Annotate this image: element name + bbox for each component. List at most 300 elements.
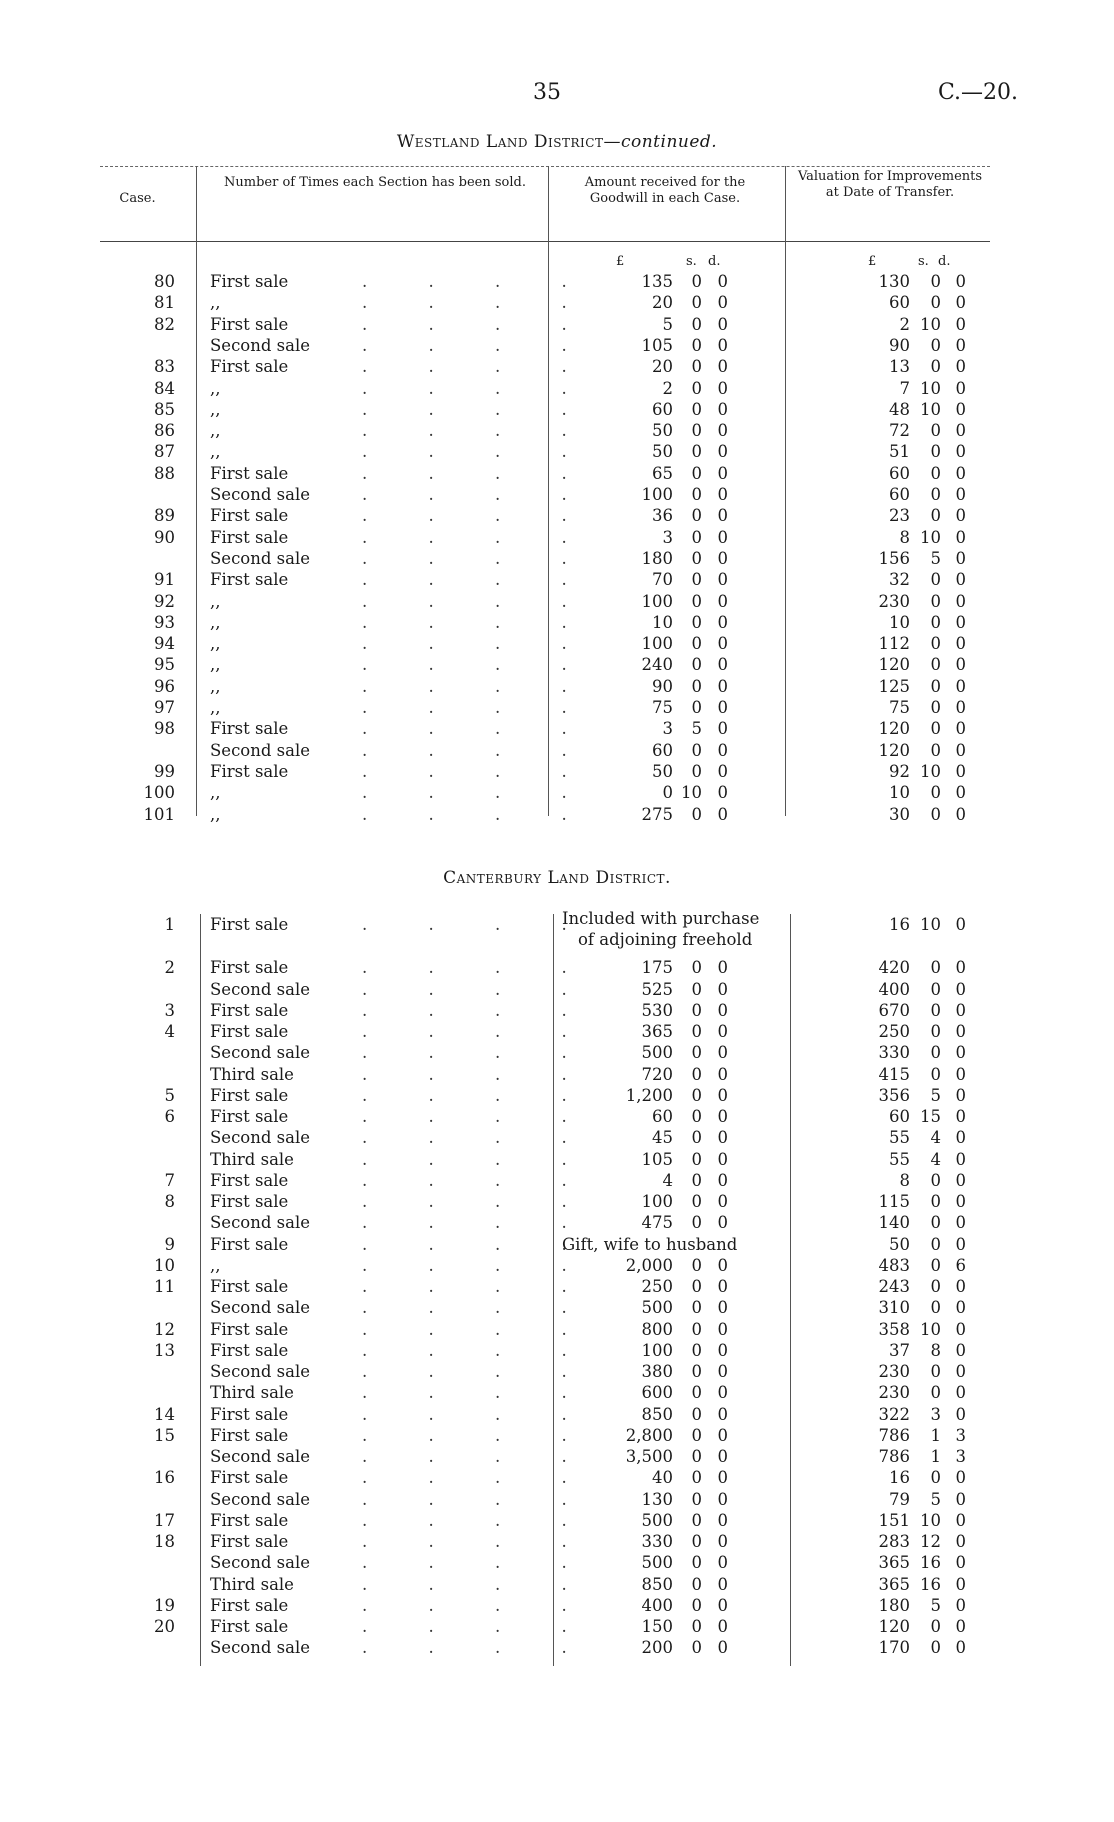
valuation-shillings: 0 (930, 485, 941, 504)
sale-description: First sale (210, 272, 289, 291)
sale-description: First sale (210, 1277, 289, 1296)
valuation-shillings: 0 (930, 506, 941, 526)
amount-pounds: 90 (652, 676, 673, 696)
amount-pounds: 600 (641, 1383, 673, 1403)
table-row (100, 1085, 990, 1106)
amount-pence: 0 (717, 527, 728, 547)
leader-dots: . . . . (362, 378, 595, 398)
amount-pence: 0 (717, 548, 728, 568)
valuation-shillings: 0 (930, 1213, 941, 1233)
amount-shillings: 0 (691, 1383, 702, 1403)
table-row (100, 1531, 990, 1552)
amount-pence: 0 (717, 293, 728, 313)
table-row (100, 1021, 990, 1042)
valuation-shillings: 0 (930, 1298, 941, 1318)
valuation-pence: 3 (955, 1447, 966, 1466)
valuation-pence: 0 (955, 1319, 966, 1339)
amount-pounds: 36 (652, 506, 673, 526)
case-number: 7 (164, 1170, 175, 1190)
amount-pence: 0 (717, 719, 728, 739)
amount-pence: 0 (717, 1425, 728, 1445)
valuation-pounds: 10 (889, 612, 910, 632)
valuation-shillings: 10 (920, 399, 941, 419)
case-number: 16 (154, 1468, 175, 1488)
table-row (100, 740, 990, 761)
amount-pounds: 70 (652, 570, 673, 590)
amount-shillings: 0 (691, 1425, 702, 1445)
table-row (100, 612, 990, 633)
valuation-pounds: 115 (878, 1192, 910, 1211)
leader-dots: . . . . (362, 548, 595, 568)
valuation-pence: 0 (955, 804, 966, 824)
amount-shillings: 0 (691, 676, 702, 696)
case-number: 96 (154, 676, 175, 696)
valuation-pounds: 283 (878, 1532, 910, 1551)
valuation-shillings: 0 (930, 979, 941, 999)
valuation-pounds: 48 (889, 399, 910, 419)
amount-pounds: 10 (652, 612, 673, 632)
valuation-pounds: 365 (878, 1574, 910, 1594)
valuation-shillings: 5 (930, 1595, 941, 1615)
valuation-shillings: 0 (930, 958, 941, 978)
valuation-shillings: 0 (930, 634, 941, 654)
leader-dots: . . . . (362, 1277, 595, 1296)
valuation-shillings: 10 (920, 314, 941, 334)
valuation-pounds: 125 (878, 676, 910, 696)
valuation-pence: 0 (955, 442, 966, 462)
sale-description: Second sale (210, 740, 311, 760)
leader-dots: . . . . (362, 293, 595, 313)
valuation-pence: 0 (955, 335, 966, 355)
amount-pence: 0 (717, 1149, 728, 1169)
sale-description: First sale (210, 1510, 289, 1530)
currency-pounds: £ (616, 254, 625, 269)
amount-pounds: 60 (652, 1107, 673, 1126)
leader-dots: . . . . (362, 1064, 595, 1084)
amount-pence: 0 (717, 1064, 728, 1084)
valuation-shillings: 16 (920, 1553, 941, 1573)
goodwill-amount-note: of adjoining freehold (578, 930, 753, 949)
goodwill-amount-note: Included with purchase (562, 909, 760, 928)
amount-shillings: 0 (691, 335, 702, 355)
amount-pence: 0 (717, 399, 728, 419)
amount-shillings: 0 (691, 1340, 702, 1360)
table-row (100, 591, 990, 612)
sale-description: ,, (210, 378, 221, 398)
valuation-shillings: 4 (930, 1149, 941, 1169)
leader-dots: . . . . (362, 527, 595, 547)
sale-description: Third sale (210, 1574, 294, 1594)
case-number: 89 (154, 506, 175, 526)
sale-description: ,, (210, 293, 221, 313)
amount-pence: 0 (717, 979, 728, 999)
amount-pence: 0 (717, 1085, 728, 1105)
leader-dots: . . . . (362, 1043, 595, 1063)
amount-shillings: 0 (691, 1638, 702, 1658)
case-number: 18 (154, 1532, 175, 1551)
amount-pence: 0 (717, 463, 728, 483)
valuation-pounds: 250 (878, 1022, 910, 1041)
amount-shillings: 0 (691, 612, 702, 632)
amount-shillings: 0 (691, 399, 702, 419)
valuation-pence: 0 (955, 1574, 966, 1594)
amount-shillings: 0 (691, 1468, 702, 1488)
leader-dots: . . . . (362, 655, 595, 675)
sale-description: Second sale (210, 335, 311, 355)
case-number: 13 (154, 1340, 175, 1360)
leader-dots: . . . . (362, 1425, 595, 1445)
amount-pounds: 2 (662, 378, 673, 398)
valuation-pounds: 60 (889, 463, 910, 483)
table-row (100, 804, 990, 825)
valuation-pounds: 151 (878, 1510, 910, 1530)
amount-shillings: 0 (691, 485, 702, 504)
amount-pence: 0 (717, 1022, 728, 1041)
case-number: 19 (154, 1595, 175, 1615)
valuation-pence: 0 (955, 655, 966, 675)
table-row (100, 1149, 990, 1170)
sale-description: First sale (210, 1319, 289, 1339)
amount-pounds: 100 (641, 485, 673, 504)
amount-pounds: 720 (641, 1064, 673, 1084)
valuation-pence: 0 (955, 1192, 966, 1211)
valuation-shillings: 0 (930, 655, 941, 675)
sale-description: Third sale (210, 1383, 294, 1403)
sale-description: First sale (210, 357, 289, 377)
table-row (100, 1510, 990, 1531)
valuation-shillings: 0 (930, 783, 941, 803)
valuation-pence: 0 (955, 1085, 966, 1105)
amount-pounds: 135 (641, 272, 673, 291)
leader-dots: . . . . (362, 1510, 595, 1530)
valuation-pence: 0 (955, 1064, 966, 1084)
sale-description: First sale (210, 1107, 289, 1126)
leader-dots: . . . . (362, 1574, 595, 1594)
valuation-shillings: 8 (930, 1340, 941, 1360)
valuation-pence: 0 (955, 1107, 966, 1126)
amount-shillings: 0 (691, 527, 702, 547)
leader-dots: . . . . (362, 1468, 595, 1488)
amount-pence: 0 (717, 698, 728, 717)
table-row (100, 1574, 990, 1595)
valuation-shillings: 0 (930, 804, 941, 824)
amount-pounds: 200 (641, 1638, 673, 1658)
valuation-pounds: 358 (878, 1319, 910, 1339)
amount-pounds: 180 (641, 548, 673, 568)
valuation-shillings: 0 (930, 357, 941, 377)
currency-pence: d. (938, 254, 951, 269)
amount-pounds: 525 (641, 979, 673, 999)
valuation-pence: 0 (955, 570, 966, 590)
amount-shillings: 0 (691, 463, 702, 483)
table-row (100, 654, 990, 675)
case-number: 1 (164, 915, 175, 934)
amount-pence: 0 (717, 634, 728, 654)
amount-shillings: 0 (691, 1617, 702, 1636)
amount-shillings: 0 (691, 357, 702, 377)
sale-description: ,, (210, 804, 221, 824)
valuation-pence: 0 (955, 958, 966, 978)
leader-dots: . . . . (362, 698, 595, 717)
valuation-shillings: 0 (930, 719, 941, 739)
amount-pence: 0 (717, 655, 728, 675)
leader-dots: . . . . (362, 1383, 595, 1403)
valuation-pence: 0 (955, 1404, 966, 1424)
valuation-pence: 0 (955, 527, 966, 547)
leader-dots: . . . . (362, 1213, 595, 1233)
westland-title-main: Westland Land District (396, 132, 604, 152)
amount-pounds: 105 (641, 1149, 673, 1169)
table-row (100, 1106, 990, 1127)
valuation-pounds: 156 (878, 548, 910, 568)
amount-shillings: 0 (691, 1362, 702, 1381)
table-row (100, 1127, 990, 1148)
sale-description: First sale (210, 1532, 289, 1551)
valuation-shillings: 0 (930, 1277, 941, 1296)
valuation-pence: 0 (955, 293, 966, 313)
case-number: 4 (164, 1022, 175, 1041)
amount-pounds: 400 (641, 1595, 673, 1615)
leader-dots: . . . . (362, 421, 595, 441)
case-number: 8 (164, 1192, 175, 1211)
valuation-pounds: 243 (878, 1277, 910, 1296)
valuation-pence: 0 (955, 1234, 966, 1254)
amount-pounds: 3 (662, 719, 673, 739)
table-row (100, 1170, 990, 1191)
valuation-pence: 0 (955, 1510, 966, 1530)
amount-pence: 0 (717, 1553, 728, 1573)
case-number: 83 (154, 357, 175, 377)
leader-dots: . . . . (362, 1404, 595, 1424)
amount-shillings: 0 (691, 1447, 702, 1466)
amount-shillings: 0 (691, 1192, 702, 1211)
table-row (100, 1340, 990, 1361)
valuation-pounds: 50 (889, 1234, 910, 1254)
leader-dots: . . . . (362, 676, 595, 696)
valuation-pounds: 170 (878, 1638, 910, 1658)
table-row (100, 1404, 990, 1425)
case-number: 100 (143, 783, 175, 803)
case-number: 80 (154, 272, 175, 291)
valuation-shillings: 0 (930, 1383, 941, 1403)
table-row (100, 1637, 990, 1658)
sale-description: Second sale (210, 979, 311, 999)
currency-shillings: s. (686, 254, 697, 269)
amount-shillings: 0 (691, 804, 702, 824)
valuation-pounds: 60 (889, 485, 910, 504)
leader-dots: . . . . (362, 1022, 595, 1041)
amount-pence: 0 (717, 335, 728, 355)
amount-pence: 0 (717, 1213, 728, 1233)
table-row (100, 399, 990, 420)
valuation-pence: 0 (955, 1213, 966, 1233)
valuation-pounds: 310 (878, 1298, 910, 1318)
leader-dots: . . . . (362, 463, 595, 483)
amount-pounds: 1,200 (625, 1085, 673, 1105)
valuation-pence: 0 (955, 1298, 966, 1318)
leader-dots: . . . . (362, 1192, 595, 1211)
valuation-pence: 0 (955, 378, 966, 398)
valuation-shillings: 0 (930, 591, 941, 611)
sale-description: Second sale (210, 1213, 311, 1233)
amount-pounds: 4 (662, 1170, 673, 1190)
valuation-pounds: 8 (899, 527, 910, 547)
table-row (100, 782, 990, 803)
amount-pence: 0 (717, 1277, 728, 1296)
amount-shillings: 0 (691, 421, 702, 441)
table-row (100, 569, 990, 590)
case-number: 9 (164, 1234, 175, 1254)
table-row (100, 420, 990, 441)
amount-shillings: 0 (691, 1043, 702, 1063)
valuation-pence: 0 (955, 1362, 966, 1381)
valuation-shillings: 0 (930, 1617, 941, 1636)
valuation-pence: 0 (955, 1468, 966, 1488)
amount-pence: 0 (717, 1404, 728, 1424)
valuation-pence: 0 (955, 612, 966, 632)
westland-title (0, 132, 1114, 152)
table-row (100, 1000, 990, 1021)
valuation-pounds: 420 (878, 958, 910, 978)
amount-pounds: 240 (641, 655, 673, 675)
amount-pence: 0 (717, 958, 728, 978)
amount-pence: 0 (717, 1595, 728, 1615)
amount-pounds: 45 (652, 1128, 673, 1148)
valuation-pounds: 75 (889, 698, 910, 717)
table-row (100, 697, 990, 718)
table-row (100, 957, 990, 978)
amount-shillings: 0 (691, 1319, 702, 1339)
leader-dots: . . . . (362, 1532, 595, 1551)
sale-description: ,, (210, 698, 221, 717)
amount-shillings: 0 (691, 591, 702, 611)
sale-description: First sale (210, 527, 289, 547)
amount-pounds: 850 (641, 1574, 673, 1594)
sale-description: First sale (210, 506, 289, 526)
amount-shillings: 0 (691, 293, 702, 313)
amount-pence: 0 (717, 1383, 728, 1403)
amount-shillings: 0 (691, 1595, 702, 1615)
case-number: 20 (154, 1617, 175, 1636)
valuation-pounds: 37 (889, 1340, 910, 1360)
valuation-shillings: 5 (930, 1085, 941, 1105)
table-row (100, 676, 990, 697)
case-number: 3 (164, 1000, 175, 1020)
valuation-pounds: 130 (878, 272, 910, 291)
sale-description: First sale (210, 1192, 289, 1211)
case-number: 17 (154, 1510, 175, 1530)
valuation-pence: 0 (955, 357, 966, 377)
table-row (100, 1616, 990, 1637)
leader-dots: . . . . (362, 979, 595, 999)
valuation-pounds: 120 (878, 740, 910, 760)
valuation-pence: 0 (955, 783, 966, 803)
amount-shillings: 0 (691, 698, 702, 717)
amount-pounds: 130 (641, 1489, 673, 1509)
valuation-pence: 0 (955, 463, 966, 483)
leader-dots: . . . . (362, 1319, 595, 1339)
leader-dots: . . . . (362, 442, 595, 462)
valuation-pence: 0 (955, 314, 966, 334)
amount-shillings: 0 (691, 1510, 702, 1530)
amount-pence: 0 (717, 1255, 728, 1275)
currency-shillings: s. (918, 254, 929, 269)
leader-dots: . . . . (362, 1447, 595, 1466)
case-number: 97 (154, 698, 175, 717)
case-number: 82 (154, 314, 175, 334)
amount-shillings: 0 (691, 655, 702, 675)
valuation-pounds: 30 (889, 804, 910, 824)
valuation-pounds: 120 (878, 655, 910, 675)
sale-description: ,, (210, 783, 221, 803)
amount-pounds: 3 (662, 527, 673, 547)
valuation-pounds: 7 (899, 378, 910, 398)
valuation-pounds: 16 (889, 915, 910, 934)
table-row (100, 1595, 990, 1616)
amount-pence: 0 (717, 506, 728, 526)
amount-pence: 0 (717, 676, 728, 696)
case-number: 85 (154, 399, 175, 419)
table-row (100, 1382, 990, 1403)
sale-description: ,, (210, 634, 221, 654)
valuation-pence: 0 (955, 485, 966, 504)
sale-description: Second sale (210, 1553, 311, 1573)
leader-dots: . . . . (362, 783, 595, 803)
sale-description: Second sale (210, 1489, 311, 1509)
amount-pounds: 20 (652, 293, 673, 313)
header-times-sold: Number of Times each Section has been sold. (224, 175, 526, 190)
amount-pence: 0 (717, 1638, 728, 1658)
amount-pounds: 475 (641, 1213, 673, 1233)
valuation-shillings: 0 (930, 740, 941, 760)
sale-description: First sale (210, 958, 289, 978)
amount-shillings: 0 (691, 506, 702, 526)
table-row (100, 548, 990, 569)
amount-pounds: 3,500 (625, 1447, 673, 1466)
header-case: Case. (119, 191, 156, 206)
amount-pounds: 105 (641, 335, 673, 355)
valuation-pence: 0 (955, 1149, 966, 1169)
amount-shillings: 10 (681, 783, 702, 803)
amount-pounds: 2,000 (625, 1255, 673, 1275)
valuation-shillings: 0 (930, 1064, 941, 1084)
amount-pence: 0 (717, 570, 728, 590)
leader-dots: . . . . (362, 915, 595, 934)
table-row (100, 378, 990, 399)
table-row (100, 1042, 990, 1063)
valuation-pence: 6 (955, 1255, 966, 1275)
leader-dots: . . . . (362, 1085, 595, 1105)
valuation-pounds: 55 (889, 1128, 910, 1148)
amount-pounds: 100 (641, 1340, 673, 1360)
valuation-pounds: 13 (889, 357, 910, 377)
valuation-pounds: 400 (878, 979, 910, 999)
table-row (100, 1212, 990, 1233)
amount-shillings: 0 (691, 1532, 702, 1551)
amount-pounds: 60 (652, 740, 673, 760)
leader-dots: . . . . (362, 1617, 595, 1636)
table-row (100, 335, 990, 356)
valuation-pence: 0 (955, 979, 966, 999)
leader-dots: . . . . (362, 1128, 595, 1148)
valuation-shillings: 0 (930, 676, 941, 696)
sale-description: First sale (210, 719, 289, 739)
amount-pounds: 75 (652, 698, 673, 717)
amount-pence: 0 (717, 1532, 728, 1551)
valuation-pounds: 120 (878, 719, 910, 739)
valuation-shillings: 3 (930, 1404, 941, 1424)
valuation-shillings: 0 (930, 421, 941, 441)
